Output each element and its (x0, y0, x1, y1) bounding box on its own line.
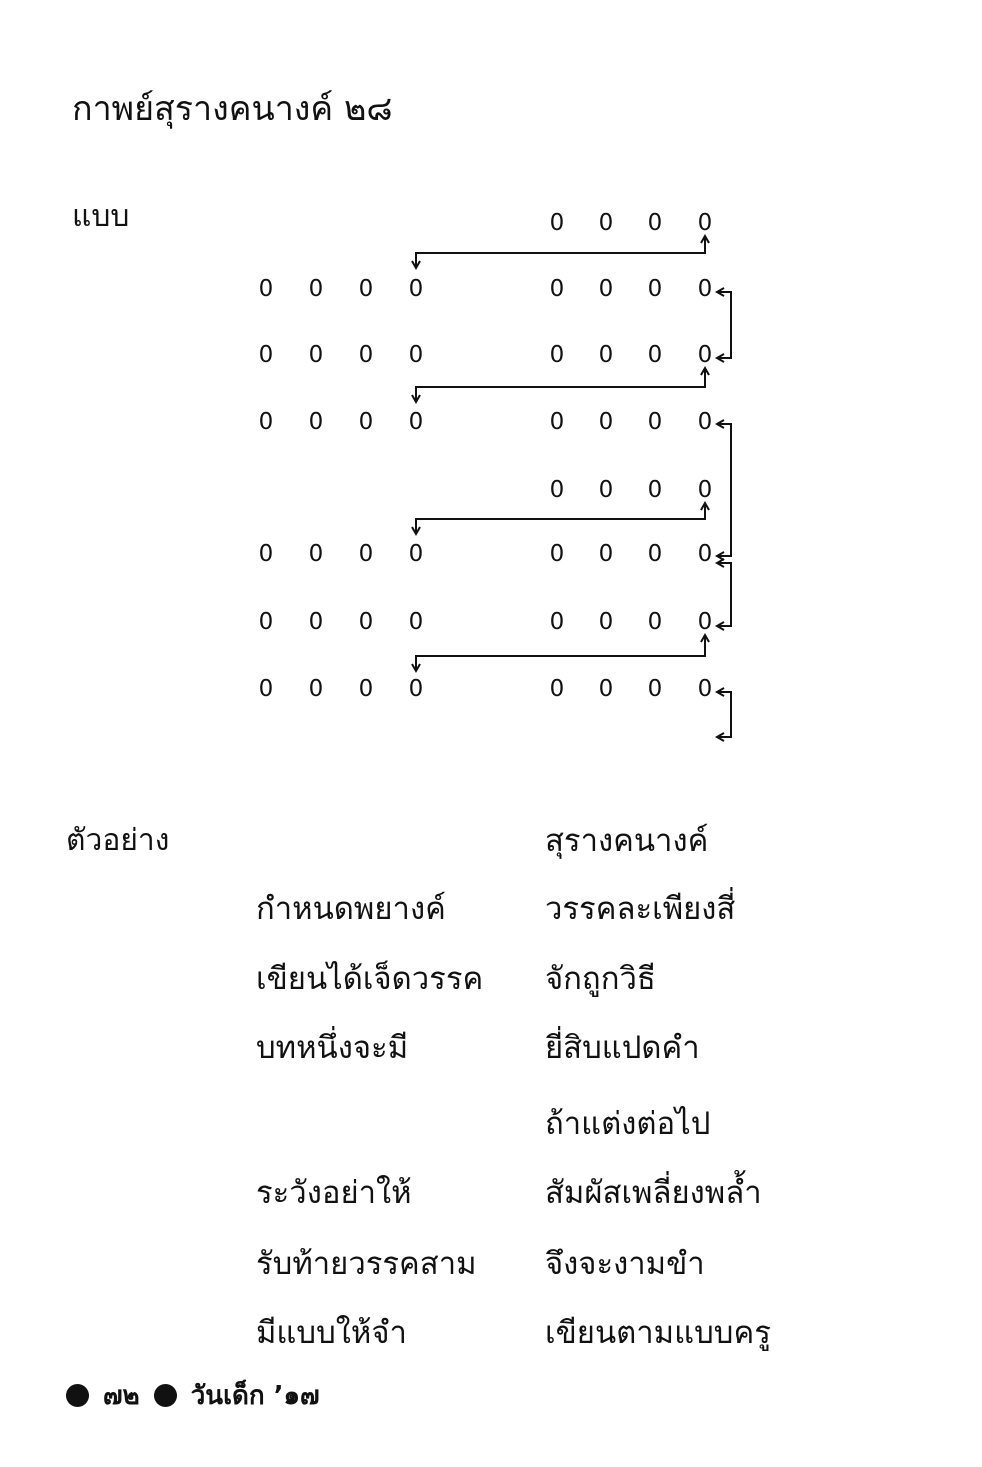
example-label: ตัวอย่าง (66, 823, 170, 858)
poem-line-7-left: รับท้ายวรรคสาม (256, 1246, 477, 1282)
pattern-slot: 0 (408, 342, 424, 368)
pattern-slot: 0 (258, 609, 274, 635)
poem-line-3-right: จักถูกวิธี (545, 961, 656, 997)
pattern-slot: 0 (598, 676, 614, 702)
pattern-slot: 0 (408, 609, 424, 635)
pattern-slot: 0 (308, 409, 324, 435)
pattern-slot: 0 (549, 541, 565, 567)
rhyme-links (412, 236, 731, 741)
pattern-slot: 0 (308, 342, 324, 368)
pattern-slots (259, 210, 713, 702)
pattern-slot: 0 (549, 477, 565, 503)
pattern-slot: 0 (549, 409, 565, 435)
pattern-slot: 0 (549, 342, 565, 368)
pattern-slot: 0 (647, 210, 663, 236)
pattern-slot: 0 (358, 342, 374, 368)
pattern-slot: 0 (647, 477, 663, 503)
pattern-slot: 0 (549, 609, 565, 635)
pattern-slot: 0 (697, 342, 713, 368)
rhyme-connector (416, 503, 705, 534)
pattern-slot: 0 (697, 409, 713, 435)
poem-line-2-left: กำหนดพยางค์ (256, 891, 446, 927)
page-number: ๗๒ (103, 1380, 140, 1411)
poem-line-6-right: สัมผัสเพลี่ยงพล้ำ (545, 1175, 762, 1211)
pattern-slot: 0 (697, 276, 713, 302)
pattern-slot: 0 (598, 541, 614, 567)
pattern-slot: 0 (258, 541, 274, 567)
poem-line-4-right: ยี่สิบแปดคำ (545, 1030, 700, 1066)
pattern-slot: 0 (697, 477, 713, 503)
pattern-slot: 0 (258, 676, 274, 702)
pattern-slot: 0 (358, 541, 374, 567)
pattern-slot: 0 (258, 276, 274, 302)
pattern-slot: 0 (598, 409, 614, 435)
pattern-slot: 0 (647, 342, 663, 368)
pattern-slot: 0 (647, 609, 663, 635)
rhyme-connector (416, 236, 705, 268)
pattern-slot: 0 (697, 210, 713, 236)
pattern-slot: 0 (258, 409, 274, 435)
poem-line-6-left: ระวังอย่าให้ (256, 1175, 412, 1211)
pattern-slot: 0 (647, 276, 663, 302)
pattern-slot: 0 (647, 409, 663, 435)
poem-line-8-right: เขียนตามแบบครู (545, 1315, 771, 1351)
rhyme-bracket (717, 292, 731, 358)
pattern-slot: 0 (598, 276, 614, 302)
pattern-slot: 0 (408, 676, 424, 702)
poem-line-4-left: บทหนึ่งจะมี (256, 1030, 409, 1066)
pattern-slot: 0 (598, 342, 614, 368)
pattern-slot: 0 (358, 609, 374, 635)
pattern-slot: 0 (697, 609, 713, 635)
pattern-slot: 0 (358, 409, 374, 435)
rhyme-bracket (717, 692, 731, 737)
pattern-slot: 0 (697, 541, 713, 567)
rhyme-connector (416, 635, 705, 671)
pattern-slot: 0 (408, 276, 424, 302)
pattern-slot: 0 (408, 541, 424, 567)
poem-line-3-left: เขียนได้เจ็ดวรรค (256, 961, 484, 997)
pattern-slot: 0 (308, 676, 324, 702)
pattern-slot: 0 (358, 276, 374, 302)
pattern-slot: 0 (598, 210, 614, 236)
pattern-slot: 0 (408, 409, 424, 435)
pattern-slot: 0 (647, 541, 663, 567)
pattern-label: แบบ (72, 199, 130, 234)
pattern-slot: 0 (308, 541, 324, 567)
pattern-slot: 0 (647, 676, 663, 702)
pattern-slot: 0 (598, 609, 614, 635)
pattern-slot: 0 (308, 609, 324, 635)
magazine-issue: วันเด็ก ’๑๗ (190, 1380, 320, 1411)
page-footer (66, 1378, 320, 1412)
poem-line-2-right: วรรคละเพียงสี่ (545, 891, 736, 927)
pattern-slot: 0 (258, 342, 274, 368)
pattern-slot: 0 (697, 676, 713, 702)
bullet-icon (66, 1384, 89, 1407)
pattern-slot: 0 (549, 276, 565, 302)
page-title: กาพย์สุรางคนางค์ ๒๘ (72, 89, 393, 129)
pattern-slot: 0 (598, 477, 614, 503)
pattern-slot: 0 (549, 676, 565, 702)
rhyme-connector (416, 368, 705, 402)
pattern-slot: 0 (308, 276, 324, 302)
rhyme-bracket (717, 424, 731, 556)
poem-line-7-right: จึงจะงามขำ (545, 1246, 705, 1282)
poem-line-8-left: มีแบบให้จำ (256, 1315, 407, 1351)
pattern-slot: 0 (358, 676, 374, 702)
poem-line-1-right: สุรางคนางค์ (545, 823, 709, 859)
poem-line-5-right: ถ้าแต่งต่อไป (545, 1106, 711, 1142)
pattern-slot: 0 (549, 210, 565, 236)
bullet-icon (154, 1384, 177, 1407)
rhyme-bracket (717, 563, 731, 626)
